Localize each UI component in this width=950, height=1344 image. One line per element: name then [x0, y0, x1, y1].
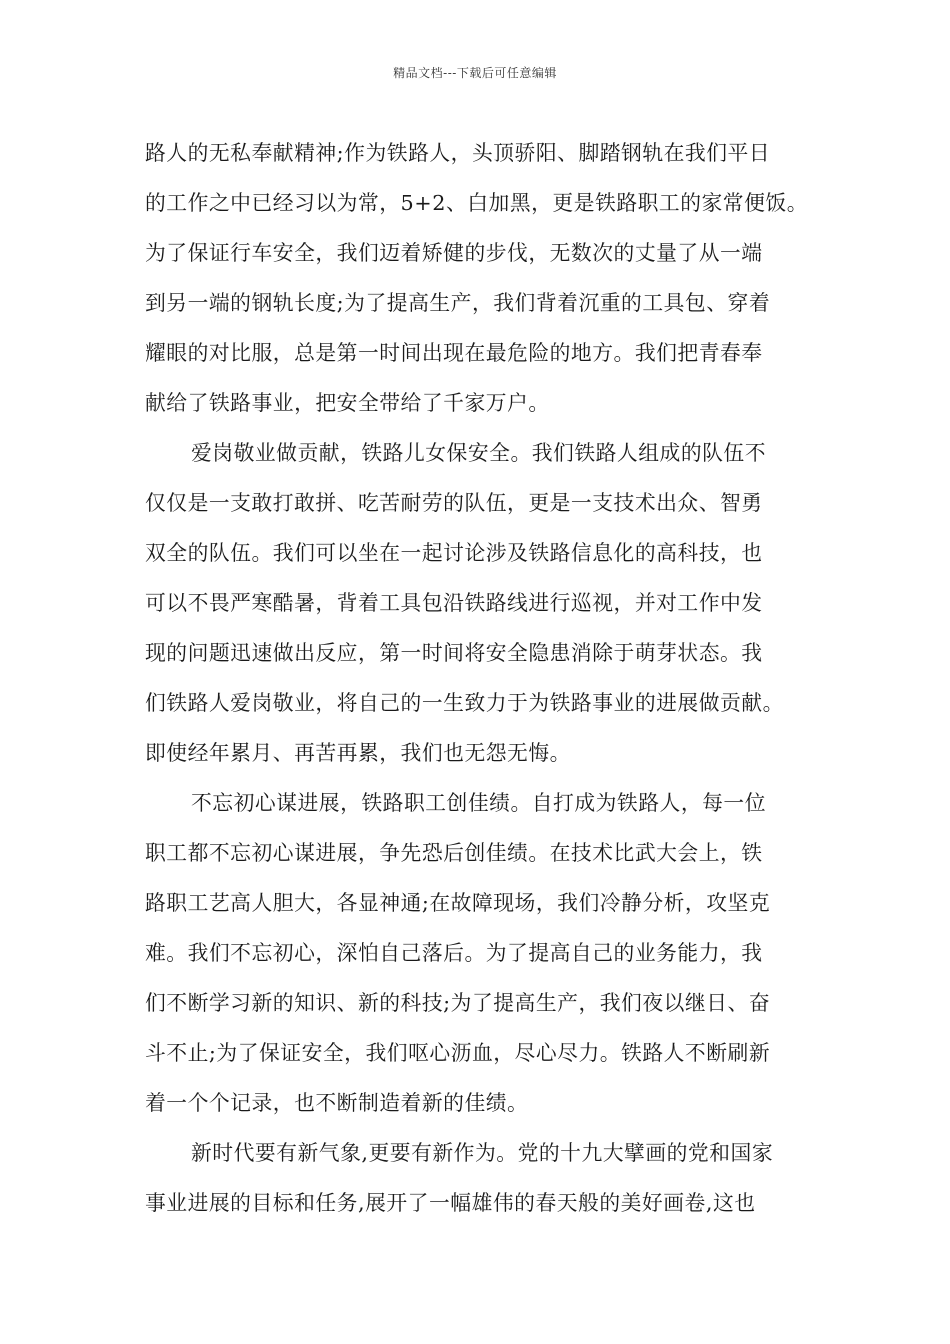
text-line: 到另一端的钢轨长度;为了提高生产，我们背着沉重的工具包、穿着 — [145, 291, 771, 315]
text-line: 职工都不忘初心谋进展，争先恐后创佳绩。在技术比武大会上，铁 — [145, 841, 763, 865]
text-line: 耀眼的对比服，总是第一时间出现在最危险的地方。我们把青春奉 — [145, 341, 763, 365]
text-line: 可以不畏严寒酷暑，背着工具包沿铁路线进行巡视，并对工作中发 — [145, 591, 763, 615]
text-line: 为了保证行车安全，我们迈着矫健的步伐，无数次的丈量了从一端 — [145, 241, 763, 265]
text-line: 现的问题迅速做出反应，第一时间将安全隐患消除于萌芽状态。我 — [145, 641, 763, 665]
text-line: 献给了铁路事业，把安全带给了千家万户。 — [145, 391, 550, 415]
paragraph-first-line: 不忘初心谋进展，铁路职工创佳绩。自打成为铁路人，每一位 — [191, 791, 767, 815]
paragraph-first-line: 爱岗敬业做贡献，铁路儿女保安全。我们铁路人组成的队伍不 — [191, 441, 767, 465]
text-line: 斗不止;为了保证安全，我们呕心沥血，尽心尽力。铁路人不断刷新 — [145, 1041, 771, 1065]
page-header: 精品文档---下载后可任意编辑 — [393, 66, 557, 80]
text-line: 路人的无私奉献精神;作为铁路人，头顶骄阳、脚踏钢轨在我们平日 — [145, 141, 771, 165]
text-line: 双全的队伍。我们可以坐在一起讨论涉及铁路信息化的高科技，也 — [145, 541, 763, 565]
text-line: 们不断学习新的知识、新的科技;为了提高生产，我们夜以继日、奋 — [145, 991, 771, 1015]
text-line: 事业进展的目标和任务,展开了一幅雄伟的春天般的美好画卷,这也 — [145, 1191, 756, 1215]
text-line: 们铁路人爱岗敬业，将自己的一生致力于为铁路事业的进展做贡献。 — [145, 691, 784, 715]
paragraph-first-line: 新时代要有新气象,更要有新作为。党的十九大擘画的党和国家 — [191, 1141, 774, 1165]
text-line: 仅仅是一支敢打敢拼、吃苦耐劳的队伍，更是一支技术出众、智勇 — [145, 491, 763, 515]
text-line: 着一个个记录，也不断制造着新的佳绩。 — [145, 1091, 529, 1115]
text-line: 即使经年累月、再苦再累，我们也无怨无悔。 — [145, 741, 571, 765]
text-line: 难。我们不忘初心，深怕自己落后。为了提高自己的业务能力，我 — [145, 941, 763, 965]
text-line: 路职工艺高人胆大，各显神通;在故障现场，我们冷静分析，攻坚克 — [145, 891, 771, 915]
text-line: 的工作之中已经习以为常，5+2、白加黑，更是铁路职工的家常便饭。 — [145, 191, 808, 215]
document-body — [145, 128, 820, 1228]
